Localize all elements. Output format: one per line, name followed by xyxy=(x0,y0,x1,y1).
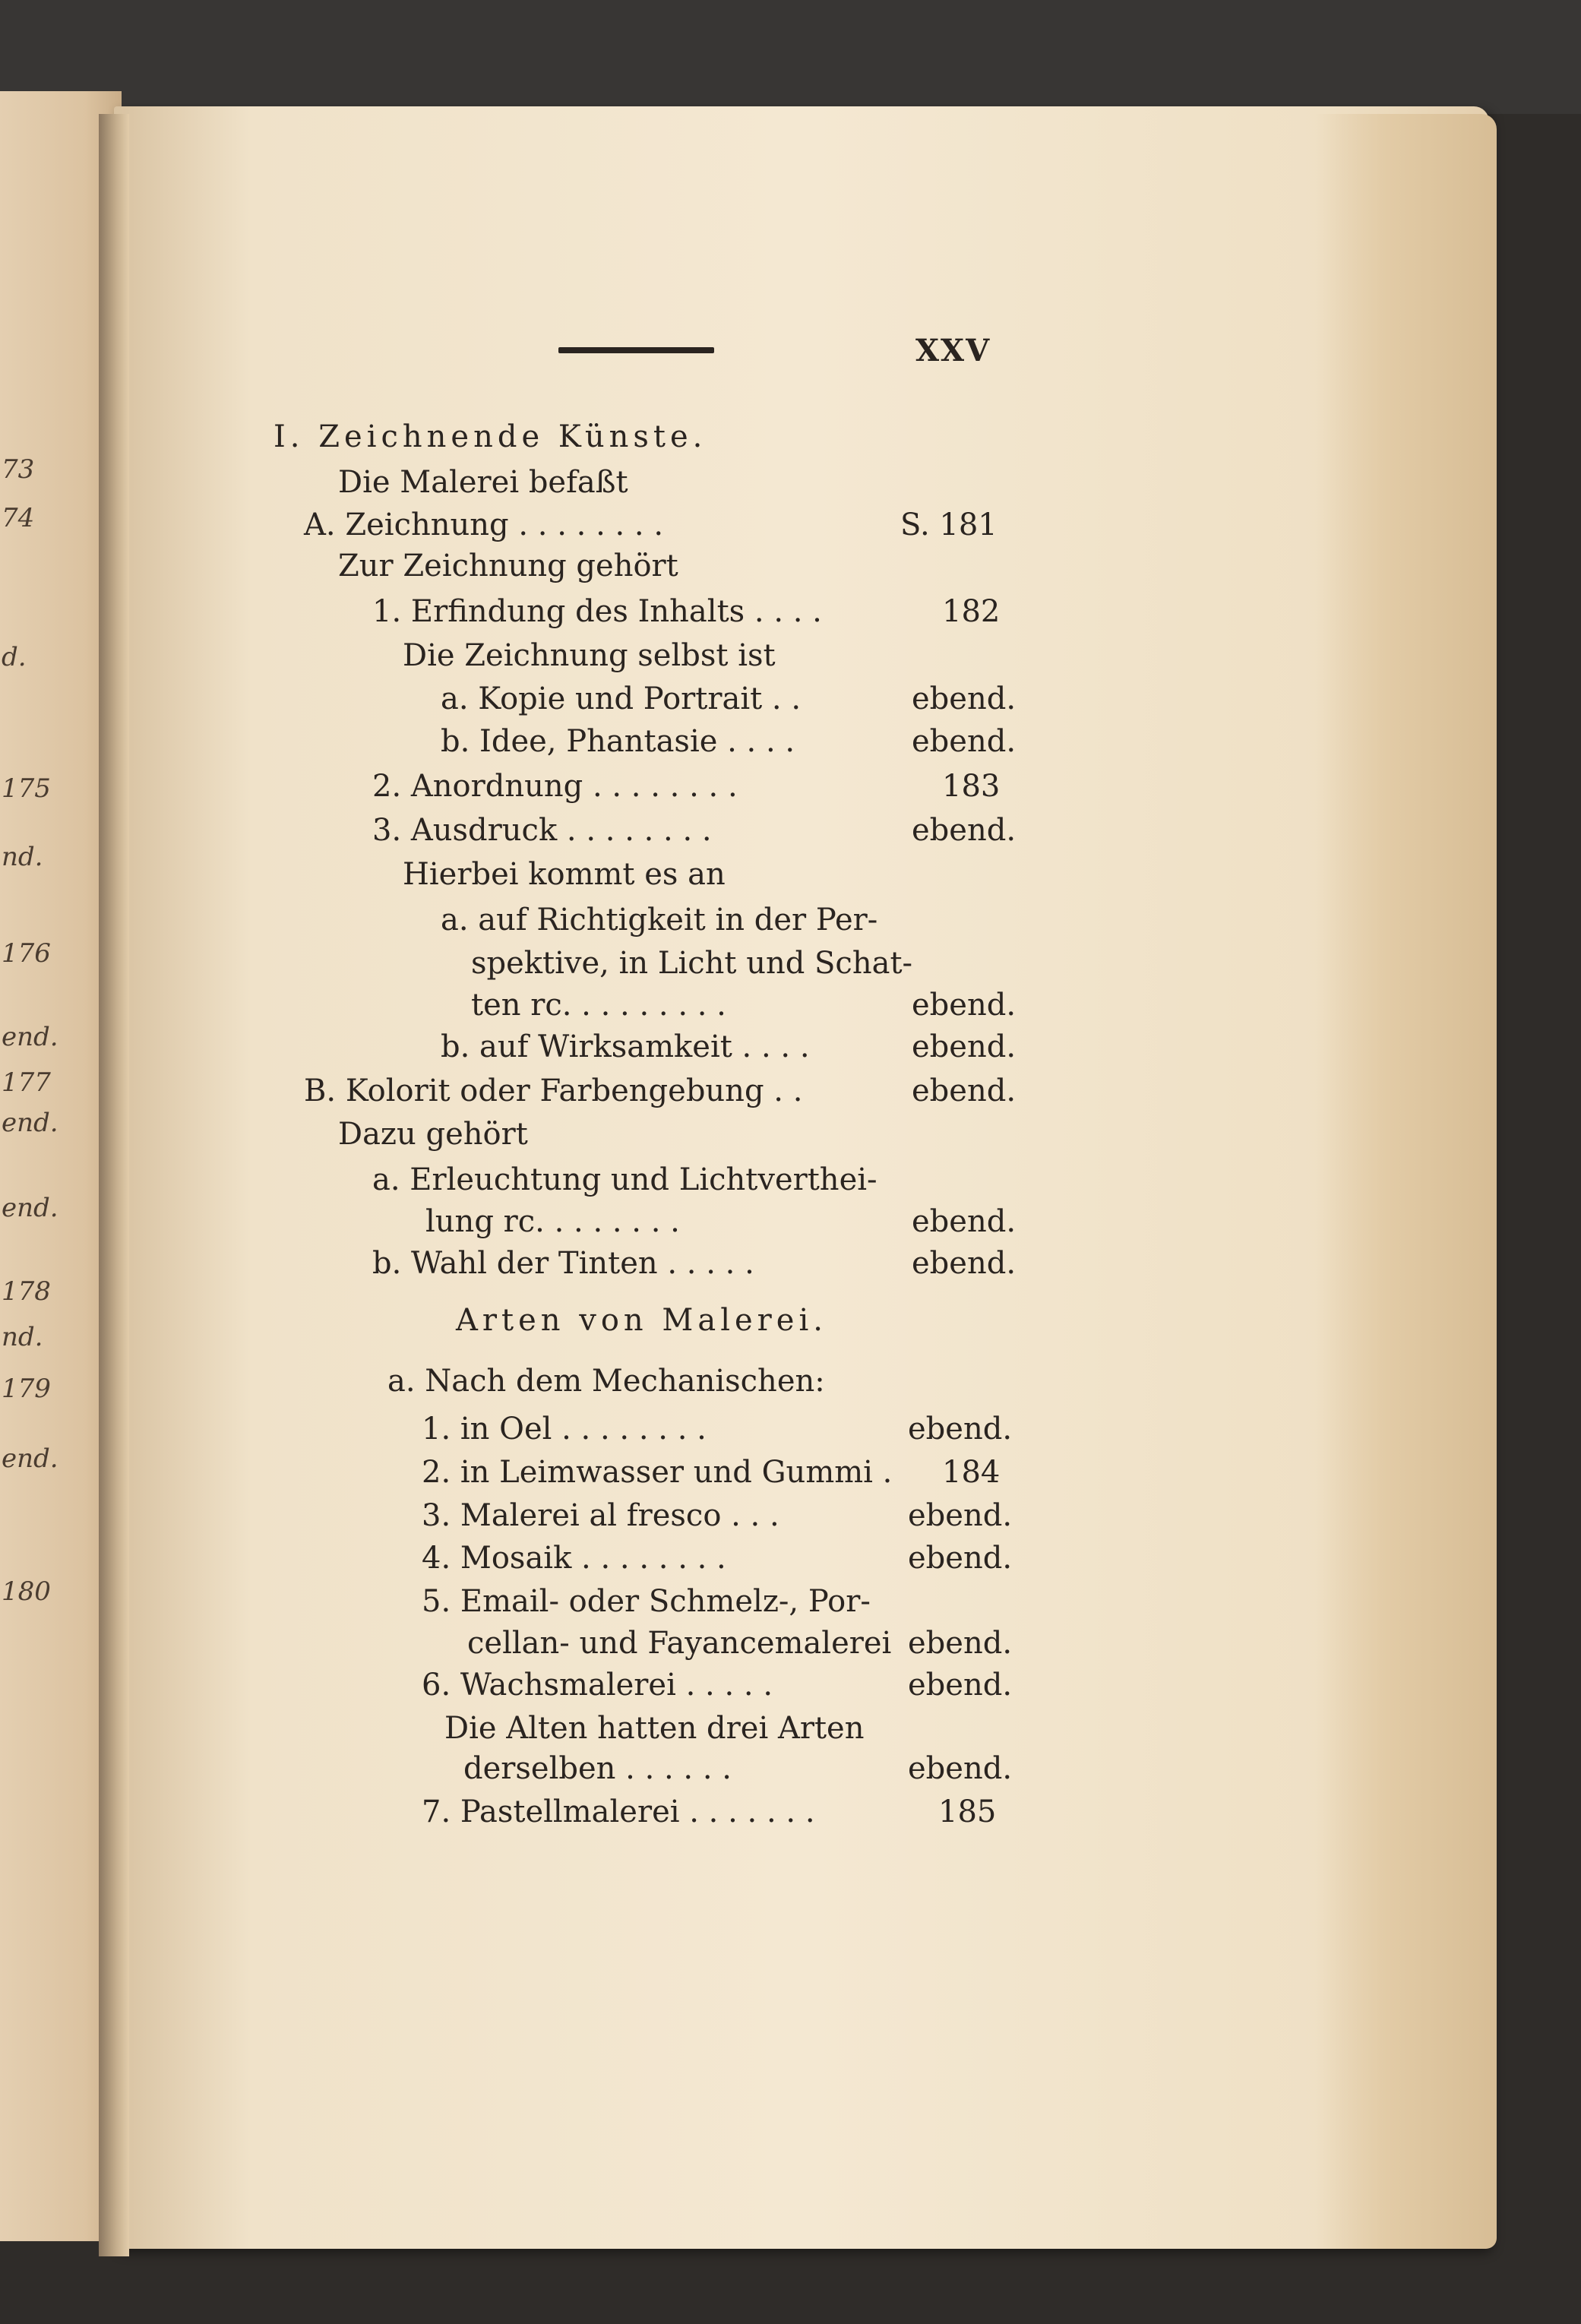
toc-page-ref: ebend. xyxy=(912,813,1017,848)
toc-line: 2. in Leimwasser und Gummi . xyxy=(422,1455,893,1490)
toc-line: a. Kopie und Portrait . . xyxy=(441,681,802,716)
toc-page-ref: ebend. xyxy=(912,1029,1017,1064)
left-margin-number: 176 xyxy=(2,938,51,969)
left-margin-number: end. xyxy=(2,1443,58,1474)
toc-line: Hierbei kommt es an xyxy=(403,857,726,892)
toc-page-ref: ebend. xyxy=(912,724,1017,759)
left-margin-number: end. xyxy=(2,1108,58,1138)
toc-line: b. auf Wirksamkeit . . . . xyxy=(441,1029,810,1064)
background-top xyxy=(0,0,1581,114)
toc-page-ref: ebend. xyxy=(908,1668,1013,1703)
left-margin-number: end. xyxy=(2,1022,58,1052)
toc-page-ref: ebend. xyxy=(908,1498,1013,1533)
toc-page-ref: ebend. xyxy=(908,1541,1013,1576)
toc-line: 6. Wachsmalerei . . . . . xyxy=(422,1668,773,1703)
left-margin-number: end. xyxy=(2,1193,58,1223)
toc-page-ref: ebend. xyxy=(908,1626,1013,1661)
left-margin-number: nd. xyxy=(2,1322,43,1352)
toc-page-ref: 182 xyxy=(942,594,1001,629)
toc-line: derselben . . . . . . xyxy=(463,1751,732,1786)
left-margin-number: 180 xyxy=(2,1576,51,1607)
toc-line: b. Wahl der Tinten . . . . . xyxy=(372,1246,754,1281)
toc-line: 1. Erfindung des Inhalts . . . . xyxy=(372,594,822,629)
toc-line: B. Kolorit oder Farbengebung . . xyxy=(304,1073,803,1108)
toc-line: A. Zeichnung . . . . . . . . xyxy=(304,507,664,542)
toc-section-heading: I. Zeichnende Künste. xyxy=(274,419,707,454)
toc-line: 7. Pastellmalerei . . . . . . . xyxy=(422,1794,815,1829)
left-margin-number: 74 xyxy=(2,503,35,533)
toc-line: Zur Zeichnung gehört xyxy=(338,549,678,583)
toc-line: Die Malerei befaßt xyxy=(338,465,628,500)
header-rule xyxy=(558,347,714,353)
book-gutter xyxy=(99,114,129,2256)
toc-line: 5. Email- oder Schmelz-, Por- xyxy=(422,1584,871,1619)
toc-page-ref: ebend. xyxy=(912,988,1017,1023)
left-margin-number: 179 xyxy=(2,1374,51,1404)
left-margin-number: nd. xyxy=(2,842,43,872)
toc-line: 1. in Oel . . . . . . . . xyxy=(422,1412,707,1447)
toc-line: a. Nach dem Mechanischen: xyxy=(387,1364,825,1399)
toc-line: 3. Ausdruck . . . . . . . . xyxy=(372,813,712,848)
toc-page-ref: 183 xyxy=(942,769,1001,804)
toc-page-ref: ebend. xyxy=(912,1246,1017,1281)
toc-page-ref: ebend. xyxy=(912,1204,1017,1239)
toc-line: lung rc. . . . . . . . xyxy=(425,1204,680,1239)
toc-subsection-heading: Arten von Malerei. xyxy=(456,1303,827,1338)
left-margin-number: 177 xyxy=(2,1067,51,1098)
toc-line: Die Alten hatten drei Arten xyxy=(444,1711,865,1746)
toc-page-ref: ebend. xyxy=(908,1751,1013,1786)
left-margin-number: 178 xyxy=(2,1276,51,1307)
toc-line: spektive, in Licht und Schat- xyxy=(471,946,913,981)
toc-page-ref: ebend. xyxy=(912,1073,1017,1108)
toc-page-ref: 184 xyxy=(942,1455,1001,1490)
toc-line: 3. Malerei al fresco . . . xyxy=(422,1498,779,1533)
toc-line: ten rc. . . . . . . . . xyxy=(471,988,726,1023)
toc-line: a. Erleuchtung und Lichtverthei- xyxy=(372,1162,877,1197)
toc-line: 4. Mosaik . . . . . . . . xyxy=(422,1541,726,1576)
toc-line: b. Idee, Phantasie . . . . xyxy=(441,724,795,759)
toc-line: Dazu gehört xyxy=(338,1117,528,1152)
left-margin-number: d. xyxy=(2,642,27,672)
page-edge xyxy=(1314,114,1497,2249)
toc-line: Die Zeichnung selbst ist xyxy=(403,638,776,673)
left-margin-number: 73 xyxy=(2,454,35,485)
toc-page-ref: ebend. xyxy=(912,681,1017,716)
toc-page-ref: ebend. xyxy=(908,1412,1013,1447)
toc-line: 2. Anordnung . . . . . . . . xyxy=(372,769,738,804)
page-number: XXV xyxy=(915,333,991,368)
toc-line: a. auf Richtigkeit in der Per- xyxy=(441,903,878,938)
left-margin-number: 175 xyxy=(2,773,51,804)
toc-page-ref: S. 181 xyxy=(900,507,998,542)
toc-page-ref: 185 xyxy=(938,1794,997,1829)
toc-line: cellan- und Fayancemalerei xyxy=(467,1626,892,1661)
